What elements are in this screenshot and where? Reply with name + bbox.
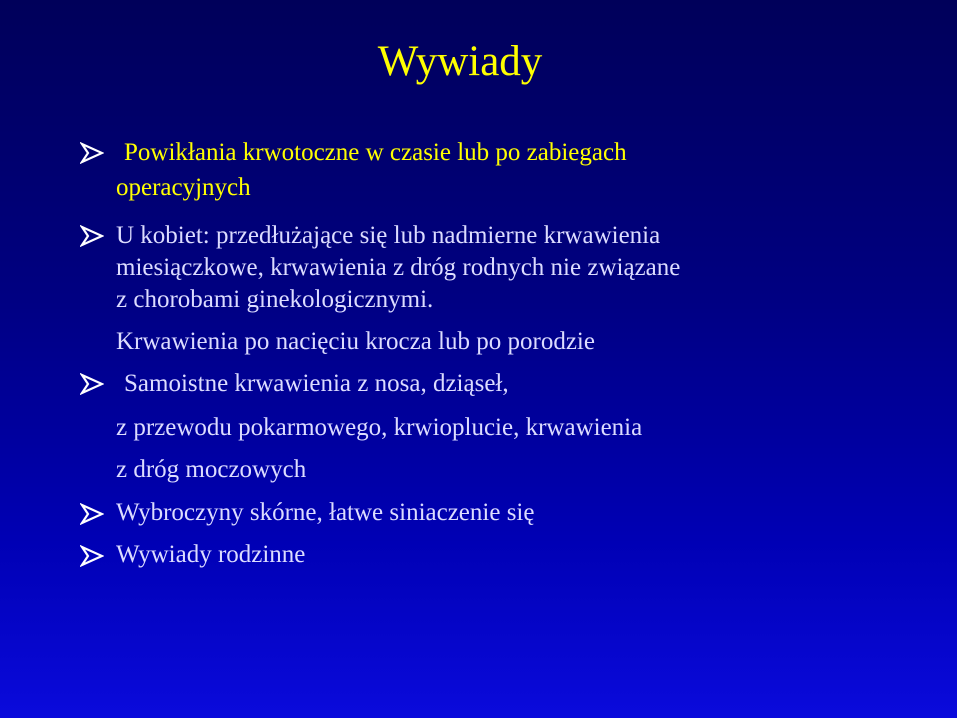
bullet-1-line-2: operacyjnych <box>116 174 251 201</box>
bullet-2-line-1: U kobiet: przedłużające się lub nadmierne krwawienia <box>116 222 661 249</box>
bullet-arrowhead-icon <box>80 545 104 567</box>
bullet-arrowhead-icon <box>80 503 104 525</box>
bullet-arrowhead-icon <box>80 225 104 247</box>
bullet-3-line-3: z dróg moczowych <box>116 456 307 483</box>
slide-title: Wywiady <box>377 38 543 85</box>
bullet-2-line-2: miesiączkowe, krwawienia z dróg rodnych nie związane <box>116 254 681 281</box>
indented-line: Krwawienia po nacięciu krocza lub po porodzie <box>116 328 595 355</box>
bullet-3-line-1: Samoistne krwawienia z nosa, dziąseł, <box>124 370 509 397</box>
bullet-5-line-1: Wywiady rodzinne <box>116 541 306 568</box>
bullet-arrowhead-icon <box>80 373 104 395</box>
bullet-3-line-2: z przewodu pokarmowego, krwioplucie, krwawienia <box>116 414 643 441</box>
bullet-2-line-3: z chorobami ginekologicznymi. <box>116 286 434 313</box>
bullet-1-line-1: Powikłania krwotoczne w czasie lub po zabiegach <box>124 139 627 166</box>
bullet-arrowhead-icon <box>80 142 104 164</box>
bullet-4-line-1: Wybroczyny skórne, łatwe siniaczenie się <box>116 499 535 526</box>
